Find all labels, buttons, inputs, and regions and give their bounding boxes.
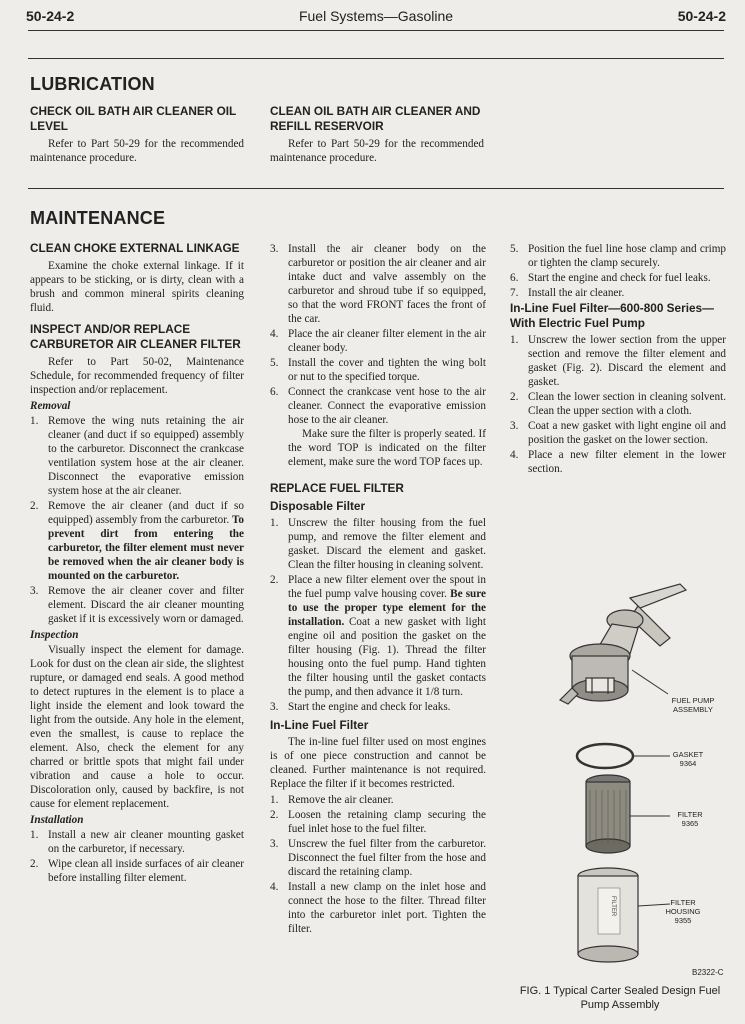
install-note: Make sure the filter is properly seated. If the word TOP is indicated on the filter element, make sure the word TOP faces up. bbox=[288, 428, 486, 468]
maintenance-column-2 bbox=[270, 242, 486, 937]
fuel-pump-figure bbox=[520, 578, 730, 978]
air-filter-text: Refer to Part 50-02, Maintenance Schedule, for recommended frequency of filter inspection and/or replacement. bbox=[30, 356, 244, 396]
maintenance-column-3 bbox=[510, 242, 726, 477]
list-item: 2. Loosen the retaining clamp securing the fuel inlet hose to the fuel filter. bbox=[270, 809, 486, 835]
maintenance-column-1 bbox=[30, 236, 244, 886]
list-item: 3. Coat a new gasket with light engine oil and position the gasket on the lower section. bbox=[510, 420, 726, 446]
lubrication-title: LUBRICATION bbox=[30, 74, 155, 94]
list-item: 3. Remove the air cleaner cover and filter element. Discard the air cleaner mounting gasket if it is excessively worn or damaged. bbox=[30, 585, 244, 625]
maintenance-title: MAINTENANCE bbox=[30, 208, 166, 228]
inline-filter-text: The in-line fuel filter used on most engines is of one piece construction and cannot be cleaned. Further maintenance is not required. Replace the filter if it becomes restricted. bbox=[270, 736, 486, 790]
callout-filter: FILTER 9365 bbox=[677, 810, 703, 828]
list-item: 2. Clean the lower section in cleaning solvent. Clean the upper section with a cloth. bbox=[510, 391, 726, 417]
running-title: Fuel Systems—Gasoline bbox=[298, 8, 454, 24]
list-item: 2. Wipe clean all inside surfaces of air cleaner before installing filter element. bbox=[30, 858, 244, 884]
page-number-left: 50-24-2 bbox=[26, 8, 75, 24]
inspection-text: Visually inspect the element for damage. Look for dust on the clean air side, the slightest rupture, or damaged end seals. A good method to detect ruptures in the element is to place a light inside the element and look toward the light from the outside. Any hole in the element, even the smallest, is cause to replace the element. Also, check the element for any charred or brittle spots that might fail under vibration and cause a hole to occur. Discoloration only, caused by backfire, is not cause for element replacement. bbox=[30, 644, 244, 810]
inline-filter-heading: In-Line Fuel Filter bbox=[270, 718, 369, 732]
clean-oil-heading: CLEAN OIL BATH AIR CLEANER AND REFILL RESERVOIR bbox=[270, 104, 481, 133]
inline-list-b bbox=[510, 242, 726, 300]
list-item: 4. Place a new filter element in the lower section. bbox=[510, 449, 726, 475]
installation-label: Installation bbox=[30, 814, 84, 826]
list-item: 1. Install a new air cleaner mounting gasket on the carburetor, if necessary. bbox=[30, 829, 244, 855]
air-filter-heading: INSPECT AND/OR REPLACE CARBURETOR AIR CLEANER FILTER bbox=[30, 322, 241, 351]
inline-list-a bbox=[270, 793, 486, 936]
removal-label: Removal bbox=[30, 400, 71, 412]
installation-list-b bbox=[270, 242, 486, 469]
choke-heading: CLEAN CHOKE EXTERNAL LINKAGE bbox=[30, 241, 240, 255]
list-item: 7. Install the air cleaner. bbox=[510, 287, 625, 299]
clean-oil-text: Refer to Part 50-29 for the recommended maintenance procedure. bbox=[270, 138, 484, 164]
callout-gasket: GASKET 9364 bbox=[672, 750, 704, 768]
choke-text: Examine the choke external linkage. If it appears to be sticking, or is dirty, clean with a brush and common mineral spirits cleaning fluid. bbox=[30, 260, 244, 314]
check-oil-heading: CHECK OIL BATH AIR CLEANER OIL LEVEL bbox=[30, 104, 237, 133]
callout-fuel-pump: FUEL PUMP ASSEMBLY bbox=[671, 696, 715, 714]
list-item: 3. Start the engine and check for leaks. bbox=[270, 701, 451, 713]
page-header bbox=[26, 8, 726, 30]
list-item: 3. Unscrew the fuel filter from the carburetor. Disconnect the fuel filter from the hose and discard the retaining clamp. bbox=[270, 838, 486, 878]
header-rule bbox=[28, 30, 724, 31]
list-item: 5. Install the cover and tighten the wing bolt or nut to the specified torque. bbox=[270, 357, 486, 383]
inspection-label: Inspection bbox=[30, 629, 79, 641]
figure-id: B2322-C bbox=[692, 968, 724, 977]
removal-list bbox=[30, 414, 244, 626]
list-item: 3. Install the air cleaner body on the carburetor or position the air cleaner and air intake duct and valve assembly on the carburetor and shroud tube if so equipped, so that the word FRONT faces the front of the car. bbox=[270, 243, 486, 325]
callout-filter-housing: FILTER HOUSING 9355 bbox=[665, 898, 701, 925]
lubrication-rule bbox=[28, 58, 724, 59]
maintenance-rule bbox=[28, 188, 724, 189]
fuel-filter-heading: REPLACE FUEL FILTER bbox=[270, 481, 404, 495]
disposable-list bbox=[270, 516, 486, 714]
list-item: 1. Unscrew the lower section from the upper section and remove the filter element and gasket (Fig. 2). Discard the element and gasket. bbox=[510, 334, 726, 388]
electric-list bbox=[510, 333, 726, 476]
list-item: 2. Remove the air cleaner (and duct if so equipped) assembly from the carburetor. To prevent dirt from entering the carburetor, the filter element must never be removed when the air cleaner body is mounted on the carburetor. bbox=[30, 500, 244, 582]
list-item: 6. Connect the crankcase vent hose to the air cleaner. Connect the evaporative emission hose to the air cleaner. Make sure the filter is properly seated. If the word TOP is indicated on the filter element, make sure the word TOP faces up. bbox=[270, 386, 486, 468]
list-item: 1. Remove the wing nuts retaining the air cleaner (and duct if so equipped) assembly to the carburetor. Disconnect the crankcase ventilation system hose at the air cleaner. Disconnect the evaporative emission system hose at the air cleaner. bbox=[30, 415, 244, 497]
housing-label-print: FILTER bbox=[610, 896, 616, 917]
list-item: 4. Install a new clamp on the inlet hose and connect the hose to the filter. Thread filter into the carburetor inlet port. Tighten the filter. bbox=[270, 881, 486, 935]
figure-caption: FIG. 1 Typical Carter Sealed Design Fuel Pump Assembly bbox=[519, 985, 721, 1011]
check-oil-text: Refer to Part 50-29 for the recommended maintenance procedure. bbox=[30, 138, 244, 164]
electric-pump-filter-heading: In-Line Fuel Filter—600-800 Series—With Electric Fuel Pump bbox=[510, 301, 714, 330]
lubrication-right-column bbox=[270, 104, 484, 167]
page-number-right: 50-24-2 bbox=[677, 8, 726, 24]
list-item: 4. Place the air cleaner filter element in the air cleaner body. bbox=[270, 328, 486, 354]
list-item: 6. Start the engine and check for fuel leaks. bbox=[510, 272, 711, 284]
list-item: 1. Unscrew the filter housing from the fuel pump, and remove the filter element and gasket. Discard the element and gasket. Clean the filter housing in cleaning solvent. bbox=[270, 517, 486, 571]
list-item: 1. Remove the air cleaner. bbox=[270, 794, 394, 806]
list-item: 5. Position the fuel line hose clamp and crimp or tighten the clamp securely. bbox=[510, 243, 726, 269]
disposable-filter-heading: Disposable Filter bbox=[270, 499, 366, 513]
lubrication-left-column bbox=[30, 104, 244, 167]
list-item: 2. Place a new filter element over the spout in the fuel pump valve housing cover. Be sure to use the proper type element for the installation. Coat a new gasket with light engine oil and position the gasket on the filter housing (Fig. 1). Thread the filter housing onto the fuel pump. Hand tighten the filter housing until the gasket contacts the pump, and then advance it 1/8 turn. bbox=[270, 574, 487, 698]
installation-list-a bbox=[30, 828, 244, 885]
